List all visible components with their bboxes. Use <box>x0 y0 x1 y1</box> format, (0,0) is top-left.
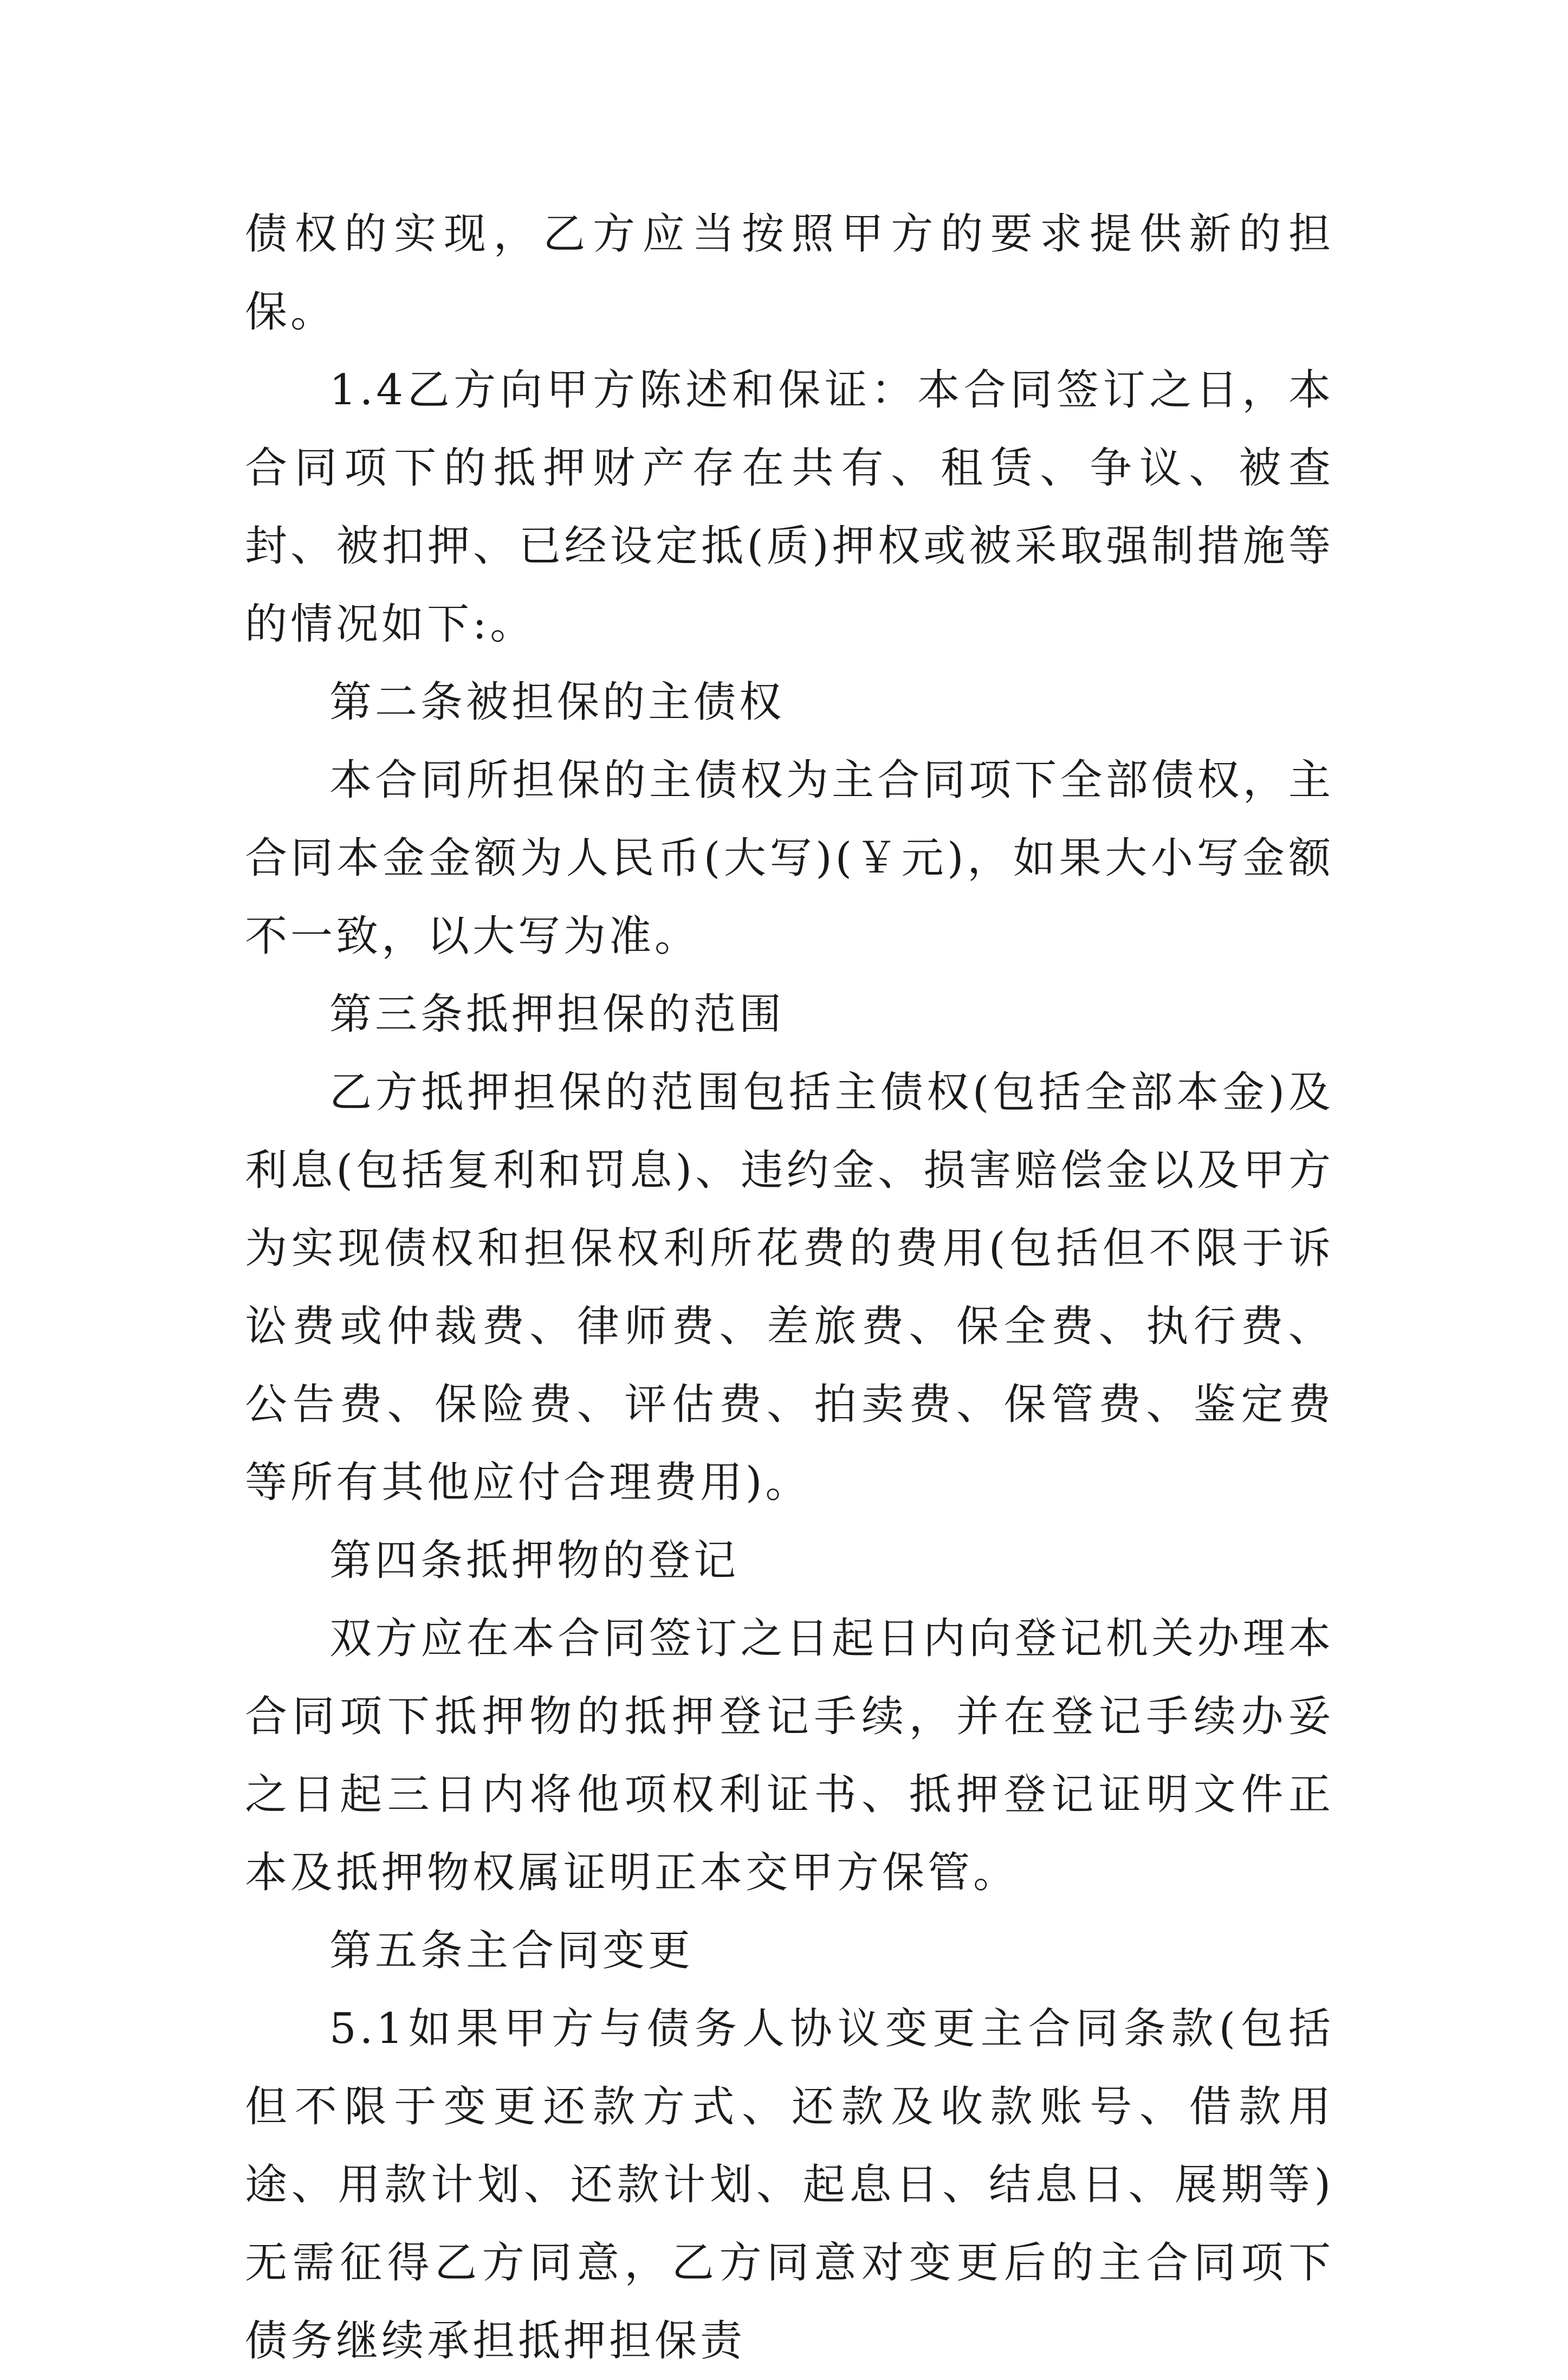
paragraph-clause-5-1: 5.1如果甲方与债务人协议变更主合同条款(包括但不限于变更还款方式、还款及收款账号、借款用途、用款计划、还款计划、起息日、结息日、展期等)无需征得乙方同意，乙方同意对变更后的主合同项下债务继续承担抵押担保责 <box>245 2004 1334 2365</box>
paragraph-article-3-body: 乙方抵押担保的范围包括主债权(包括全部本金)及利息(包括复利和罚息)、违约金、损害赔偿金以及甲方为实现债权和担保权利所花费的费用(包括但不限于诉讼费或仲裁费、律师费、差旅费、保全费、执行费、公告费、保险费、评估费、拍卖费、保管费、鉴定费等所有其他应付合理费用)。 <box>245 1068 1334 1507</box>
document-body <box>245 195 1334 2380</box>
paragraph-article-4-body: 双方应在本合同签订之日起日内向登记机关办理本合同项下抵押物的抵押登记手续，并在登记手续办妥之日起三日内将他项权利证书、抵押登记证明文件正本及抵押物权属证明正本交甲方保管。 <box>245 1614 1334 1897</box>
heading-article-5: 第五条主合同变更 <box>329 1926 694 1975</box>
paragraph-continuation: 债权的实现，乙方应当按照甲方的要求提供新的担保。 <box>245 210 1334 337</box>
heading-article-2: 第二条被担保的主债权 <box>329 678 785 727</box>
heading-article-4: 第四条抵押物的登记 <box>329 1536 740 1585</box>
paragraph-clause-1-4: 1.4乙方向甲方陈述和保证：本合同签订之日，本合同项下的抵押财产存在共有、租赁、争议、被查封、被扣押、已经设定抵(质)押权或被采取强制措施等的情况如下:。 <box>245 366 1334 649</box>
heading-article-3: 第三条抵押担保的范围 <box>329 990 785 1039</box>
paragraph-article-2-body: 本合同所担保的主债权为主合同项下全部债权，主合同本金金额为人民币(大写)(￥元)，如果大小写金额不一致，以大写为准。 <box>245 756 1334 961</box>
